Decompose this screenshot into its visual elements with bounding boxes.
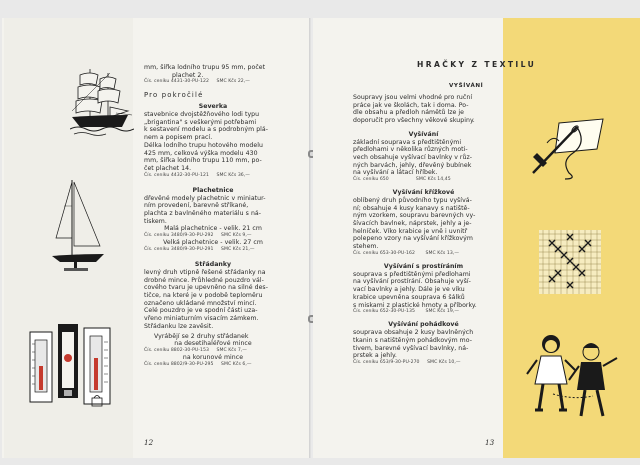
catalog-number: Čís. ceníku 4431-30-PU-122 SMC Kčs 22,— bbox=[144, 79, 250, 85]
page-number: 12 bbox=[144, 438, 154, 447]
product-description: stavebnice dvojstěžňového lodi typu „brigantina" s veškerými potřebami k sestavení modelu a s podrobným plá- nem a popisem prací. Délka lodního trupu hotového modelu 425 mm, celková výška modelu 430 mm, šířka lodního trupu 110 mm, po- čet plachet 14. bbox=[144, 111, 269, 172]
product-description: oblíbený druh původního typu vyšívá- ní; obsahuje 4 kusy kanavy s natiště- ným vzorkem, soupravu barevných vy- šívacích bavlnek, náprstek, jehly a je- helníček. Víko krabice je vně i uvnitř polepeno vzory na vyšívání křížkovým stehem. bbox=[353, 196, 476, 251]
product-title: Vyšívání s prostíráním bbox=[383, 263, 464, 271]
money-box-illustration bbox=[28, 318, 128, 414]
catalog-number: Čís. ceníku 650 SMC Kčs 14,45 bbox=[353, 177, 451, 183]
variant-line: Malá plachetnice - velik. 21 cm bbox=[164, 225, 262, 233]
right-text-column bbox=[353, 94, 494, 366]
catalog-number: Čís. ceníku 653/9-30-PU-270 SMC Kčs 10,— bbox=[353, 360, 461, 365]
product-description: základní souprava s předtištěnými předlohami v několika různých moti- vech obsahuje vyšívací bavlnky v růz- ných barvách, jehly, dřevěný bubínek na vyšívání a látací hříbek. bbox=[353, 138, 473, 177]
catalog-number: Čís. ceníku 3480/9-30-PU-291 SMC Kčs 21,— bbox=[144, 246, 255, 252]
catalog-number: Čís. ceníku 8802/9-30-PU-295 SMC Kčs 6,— bbox=[144, 361, 252, 367]
intro-line: mm, šířka lodního trupu 95 mm, počet bbox=[144, 64, 266, 71]
needle-thread-illustration bbox=[525, 113, 615, 181]
sailing-ship-illustration bbox=[70, 65, 134, 137]
intro-line: plachet 2. bbox=[172, 71, 204, 79]
product-title: Severka bbox=[198, 103, 228, 111]
product-title: Vyšívání křížkové bbox=[392, 189, 455, 197]
left-page bbox=[2, 18, 311, 458]
product-description: souprava s předtištěnými předlohami na vyšívání prostírání. Obsahuje vyší- vací bavlnky a jehly. Dále je ve víku krabice upevněna souprava 6 šálků s miskami z plastické hmoty a příborky. bbox=[353, 270, 477, 309]
catalog-number: Čís. ceníku 8802-30-PU-153 SMC Kčs 7,— bbox=[144, 347, 247, 353]
variant-line: na korunové mince bbox=[182, 354, 244, 362]
catalog-number: Čís. ceníku 652-30-PU-135 SMC Kčs 19,— bbox=[353, 309, 459, 315]
product-title: Střádanky bbox=[194, 261, 232, 269]
product-description: souprava obsahuje 2 kusy bavlněných tkanin s natištěným pohádkovým mo- tivem, barevné vyšívací bavlnky, ná- prstek a jehly. bbox=[353, 329, 474, 360]
left-text-column bbox=[144, 64, 282, 368]
fairy-tale-figures-illustration bbox=[523, 330, 623, 422]
page-subheading: VYŠÍVÁNÍ bbox=[449, 83, 484, 89]
cross-stitch-illustration bbox=[539, 230, 601, 294]
page-heading: HRAČKY Z TEXTILU bbox=[417, 60, 537, 69]
product-title: Vyšívání pohádkové bbox=[388, 321, 459, 329]
right-page bbox=[313, 18, 640, 458]
product-description: levný druh vtipně řešené střádanky na drobné mince. Průhledné pouzdro vál- cového tvaru je upevněno na silné des- tičce, na které je v podobě teploměru označeno ukládané množství mincí. Celé pouzdro je ve spodní části uza- vřeno miniaturním visacím zámkem. Střádanku lze zavěsit. bbox=[144, 268, 268, 330]
catalog-number: Čís. ceníku 3480/9-30-PU-292 SMC Kčs 9,— bbox=[144, 233, 252, 239]
product-title: Plachetnice bbox=[192, 186, 234, 194]
product-description: dřevěné modely plachetnic v miniatur- ním provedení, barevně stříkané, plachta z bavlněného materiálu s ná- tiskem. bbox=[144, 194, 266, 225]
page-number: 13 bbox=[485, 438, 495, 447]
product-title: Vyšívání bbox=[408, 130, 439, 138]
variant-line: na desetihaléřové mince bbox=[174, 340, 252, 348]
variant-line: Velká plachetnice - velik. 27 cm bbox=[163, 239, 263, 247]
variant-intro: Vyrábějí se 2 druhy střádanek bbox=[154, 332, 249, 340]
sailboat-illustration bbox=[50, 176, 108, 272]
intro-paragraph: Soupravy jsou velmi vhodné pro ruční práce jak ve školách, tak i doma. Po- dle obsahu a předloh námětů lze je doporučit pro všechny věkové skupiny. bbox=[353, 94, 475, 125]
section-heading: Pro pokročilé bbox=[144, 90, 204, 99]
catalog-number: Čís. ceníku 653-30-PU-162 SMC Kčs 13,— bbox=[353, 250, 459, 256]
catalog-number: Čís. ceníku 4432-30-PU-121 SMC Kčs 36,— bbox=[144, 172, 250, 178]
